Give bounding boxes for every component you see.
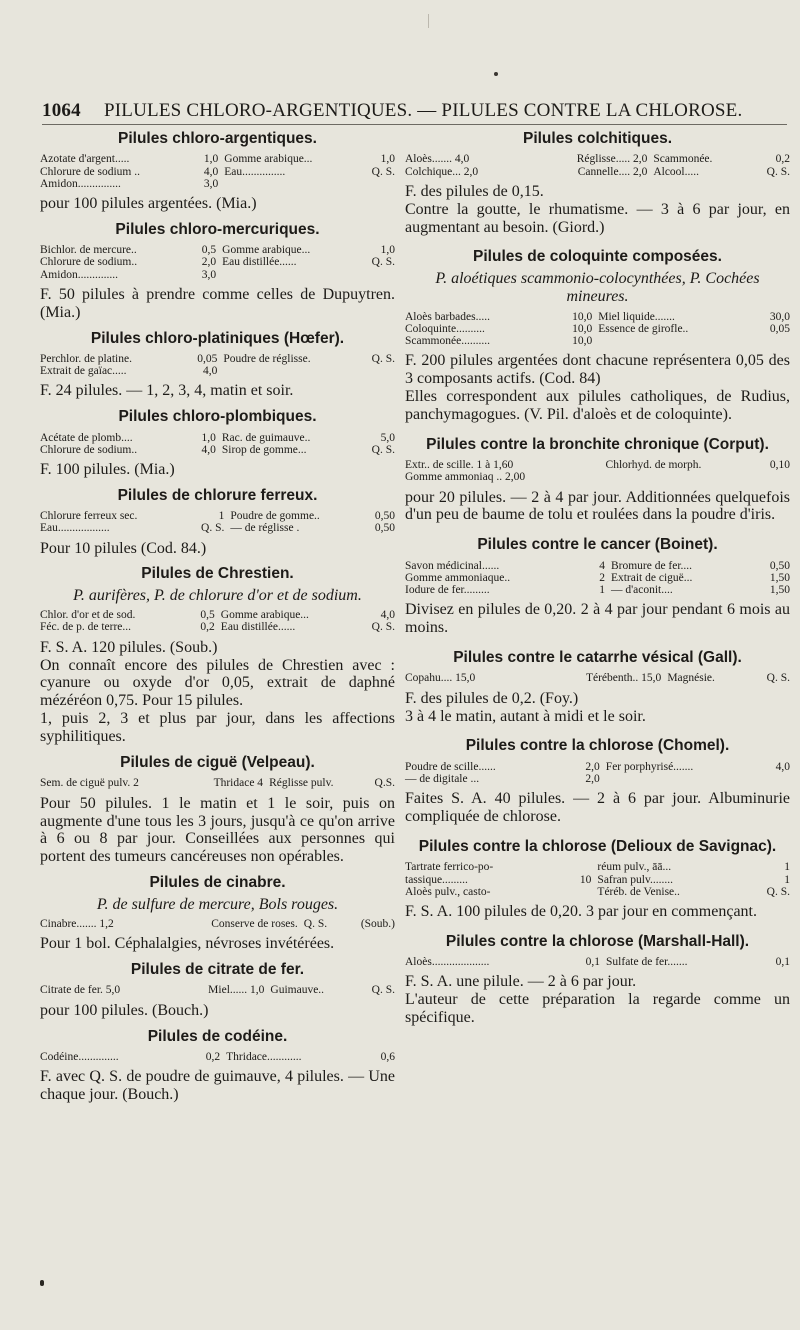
ingredient-cell: 1,0 — [201, 431, 216, 444]
recipe-text: Pour 50 pilules. 1 le matin et 1 le soir, puis on augmente d'une tous les 3 jours, jusqu'à ce qu'on arrive à 6 ou 8 par jour. Conseillées aux personnes qui portent des tumeurs cancéreuses non opérables. — [40, 794, 395, 866]
recipe-section — [40, 874, 395, 953]
ingredient-cell: Safran pulv........ — [597, 873, 674, 886]
ingredient-cell: 1,0 — [380, 153, 395, 166]
ingredient-row — [405, 956, 790, 968]
ingredient-cell: 1 — [784, 873, 790, 886]
recipe-text: On connaît encore des pilules de Chrestien avec : cyanure ou oxyde d'or 0,05, extrait de daphné mézéréon 0,75. Pour 15 pilules. — [40, 656, 395, 710]
ingredient-cell: 2,0 — [201, 256, 217, 269]
ingredient-cell: réum pulv., āā... — [597, 861, 672, 874]
ingredient-cell: 4,0 — [203, 165, 219, 178]
ingredient-cell: 4,0 — [203, 365, 218, 378]
ingredient-cell: Miel liquide....... — [598, 310, 675, 323]
ingredient-cell: Scammonée.......... — [405, 334, 490, 347]
ingredient-cell: Fer porphyrisé....... — [605, 760, 694, 773]
ingredient-cell: 5,0 — [380, 431, 395, 444]
ingredient-table — [405, 153, 790, 177]
recipe-section — [405, 737, 790, 826]
ingredient-cell: Chlorure de sodium.. — [40, 256, 138, 269]
recipe-text: Divisez en pilules de 0,20. 2 à 4 par jour pendant 6 mois au moins. — [405, 601, 790, 637]
ingredient-cell: — de digitale ... — [405, 772, 480, 785]
ingredient-cell: Gomme ammoniaq .. 2,00 — [405, 471, 526, 484]
ingredient-cell: Q.S. — [374, 777, 395, 790]
recipe-text: 3 à 4 le matin, autant à midi et le soir. — [405, 707, 646, 725]
ingredient-cell: Sem. de ciguë pulv. 2 — [40, 777, 139, 790]
ingredient-cell: Eau.................. — [40, 522, 110, 535]
ingredient-table — [40, 510, 395, 534]
ingredient-cell: 10,0 — [572, 334, 593, 347]
ingredient-cell: Térébenth.. 15,0 — [585, 672, 662, 685]
recipe-title: Pilules chloro-mercuriques. — [115, 220, 320, 238]
ingredient-cell: (Soub.) — [360, 917, 395, 930]
recipe-text: F. 200 pilules argentées dont chacune représentera 0,05 des 3 composants actifs. (Cod. 84) — [405, 352, 790, 388]
ingredient-cell: 3,0 — [203, 177, 219, 190]
ingredient-cell: 10 — [579, 873, 592, 886]
recipe-section — [405, 248, 790, 423]
ingredient-cell: Aloès pulv., casto- — [405, 885, 491, 898]
ingredient-cell: Essence de girofle.. — [598, 322, 689, 335]
ingredient-cell: Poudre de gomme.. — [230, 510, 320, 523]
ingredient-cell: 2,0 — [585, 772, 600, 785]
ingredient-cell: Perchlor. de platine. — [40, 352, 132, 365]
recipe-text: L'auteur de cette préparation la regarde comme un spécifique. — [405, 991, 790, 1027]
ingredient-cell: Q. S. — [371, 165, 395, 178]
recipe-text: Pour 1 bol. Céphalalgies, névroses invétérées. — [40, 935, 335, 953]
recipe-section — [405, 933, 790, 1027]
ink-mark — [40, 1280, 44, 1286]
ingredient-row — [405, 323, 790, 335]
recipe-text: pour 100 pilules. (Bouch.) — [40, 1001, 209, 1019]
ingredient-cell — [598, 335, 755, 347]
ingredient-cell: Miel...... 1,0 — [208, 984, 265, 997]
recipe-section — [40, 1028, 395, 1104]
ingredient-cell: Extrait de gaïac..... — [40, 365, 127, 378]
ingredient-row — [40, 353, 395, 365]
ingredient-cell: Q. S. — [371, 621, 395, 634]
recipe-section — [405, 536, 790, 637]
ingredient-cell — [359, 269, 395, 281]
recipe-title: Pilules chloro-platiniques (Hœfer). — [90, 329, 345, 347]
running-title: PILULES CHLORO-ARGENTIQUES. — PILULES CONTRE LA CHLOROSE. — [104, 100, 743, 121]
ingredient-cell: 4,0 — [380, 609, 395, 622]
ingredient-cell: Eau distillée...... — [220, 621, 296, 634]
ingredient-cell: Extr.. de scille. 1 à 1,60 — [405, 459, 514, 472]
ingredient-cell: Iodure de fer......... — [405, 584, 490, 597]
recipe-subtitle: P. de sulfure de mercure, Bols rouges. — [96, 895, 339, 913]
recipe-section — [40, 754, 395, 866]
ingredient-cell: Extrait de ciguë... — [610, 571, 693, 584]
recipe-title: Pilules de codéine. — [147, 1027, 288, 1045]
ingredient-cell: Coloquinte.......... — [405, 322, 485, 335]
ingredient-cell: Réglisse..... 2,0 — [576, 153, 648, 166]
ingredient-table — [40, 984, 395, 996]
recipe-title: Pilules contre la chlorose (Chomel). — [465, 737, 730, 755]
ingredient-row — [405, 459, 790, 471]
section-gap — [40, 322, 395, 330]
ingredient-cell: Bromure de fer.... — [610, 559, 693, 572]
ingredient-cell: Chlorhyd. de morph. — [605, 459, 702, 472]
recipe-text: F. des pilules de 0,15. — [405, 182, 544, 200]
section-gap — [40, 479, 395, 487]
ingredient-row — [405, 874, 790, 886]
ingredient-cell: 1,0 — [380, 244, 395, 257]
recipe-section — [40, 487, 395, 558]
ingredient-cell: Cannelle.... 2,0 — [577, 165, 648, 178]
ingredient-row — [405, 761, 790, 773]
section-gap — [405, 524, 790, 536]
ingredient-row — [40, 1051, 395, 1063]
ingredient-cell: Chlor. d'or et de sod. — [40, 609, 136, 622]
ingredient-cell — [755, 335, 790, 347]
ingredient-cell: Q. S. — [766, 672, 790, 685]
ingredient-cell: — de réglisse . — [230, 522, 300, 535]
ingredient-row — [405, 560, 790, 572]
recipe-section — [40, 130, 395, 213]
ingredient-cell: 2,0 — [585, 760, 600, 773]
ingredient-table — [405, 672, 790, 684]
ingredient-cell: Codéine.............. — [40, 1050, 119, 1063]
ingredient-cell: Alcool..... — [653, 165, 700, 178]
ingredient-cell: 0,50 — [769, 559, 790, 572]
ingredient-row — [40, 269, 395, 281]
ingredient-row — [40, 984, 395, 996]
recipe-text: F. 50 pilules à prendre comme celles de Dupuytren. (Mia.) — [40, 285, 395, 321]
ingredient-cell: 30,0 — [769, 310, 790, 323]
ingredient-cell: Poudre de réglisse. — [223, 352, 311, 365]
ingredient-cell: Q. S. — [303, 917, 328, 930]
ingredient-cell — [223, 365, 358, 377]
recipe-text: F. des pilules de 0,2. (Foy.) — [405, 689, 579, 707]
ingredient-cell: 0,2 — [200, 621, 215, 634]
ingredient-row — [405, 672, 790, 684]
ingredient-row — [405, 153, 790, 165]
ingredient-row — [40, 522, 395, 534]
ingredient-cell — [606, 773, 764, 785]
ingredient-row — [405, 861, 790, 873]
recipe-text: F. S. A. une pilule. — 2 à 6 par jour. — [405, 973, 637, 991]
ingredient-row — [405, 471, 790, 483]
ingredient-table — [405, 956, 790, 968]
ingredient-cell: Gomme arabique... — [220, 609, 309, 622]
ingredient-row — [405, 311, 790, 323]
ingredient-cell: Azotate d'argent..... — [40, 153, 130, 166]
ingredient-cell: Eau............... — [224, 165, 286, 178]
ingredient-cell: Eau distillée...... — [222, 256, 297, 269]
ingredient-cell: Chlorure ferreux sec. — [40, 510, 138, 523]
page-header — [42, 100, 787, 125]
ingredient-cell — [596, 459, 606, 471]
section-gap — [40, 953, 395, 961]
ingredient-cell: Sulfate de fer....... — [606, 956, 688, 969]
ingredient-cell: Q. S. — [371, 443, 395, 456]
recipe-title: Pilules chloro-argentiques. — [118, 130, 317, 147]
ingredient-cell: Guimauve.. — [270, 984, 325, 997]
ingredient-cell — [606, 471, 758, 483]
ingredient-cell: 3,0 — [201, 268, 217, 281]
ingredient-table — [40, 432, 395, 456]
recipe-title: Pilules de coloquinte composées. — [473, 248, 722, 266]
ingredient-cell: Scammonée. — [653, 153, 713, 166]
ingredient-cell — [222, 269, 359, 281]
recipe-title: Pilules chloro-plombiques. — [118, 408, 317, 426]
ingredient-cell: 4,0 — [775, 760, 790, 773]
ingredient-row — [40, 166, 395, 178]
ingredient-cell: 4 — [599, 559, 605, 572]
ingredient-table — [40, 918, 395, 930]
ingredient-cell: Q. S. — [201, 522, 225, 535]
ingredient-cell: 1,0 — [203, 153, 219, 166]
ingredient-row — [405, 584, 790, 596]
section-gap — [40, 746, 395, 754]
ingredient-cell: 0,2 — [205, 1050, 221, 1063]
recipe-text: F. 100 pilules. (Mia.) — [40, 460, 175, 478]
ingredient-row — [405, 572, 790, 584]
ingredient-cell — [566, 861, 598, 873]
ingredient-row — [40, 609, 395, 621]
ingredient-table — [40, 609, 395, 633]
section-gap — [40, 213, 395, 221]
ingredient-cell — [224, 178, 359, 190]
ingredient-cell: 0,10 — [769, 459, 790, 472]
right-column — [405, 130, 790, 1027]
ingredient-cell: Magnésie. — [667, 672, 715, 685]
ingredient-cell: Aloès....... 4,0 — [405, 153, 470, 166]
ingredient-cell: Conserve de roses. — [211, 917, 298, 930]
section-gap — [405, 921, 790, 933]
ingredient-cell: Thridace............ — [226, 1050, 302, 1063]
recipe-section — [40, 961, 395, 1019]
recipe-section — [40, 330, 395, 401]
ingredient-cell: 0,6 — [380, 1050, 395, 1063]
recipe-text: Contre la goutte, le rhumatisme. — 3 à 6 par jour, en augmentant au besoin. (Giord.) — [405, 200, 790, 236]
ingredient-cell: Q. S. — [766, 165, 790, 178]
section-gap — [40, 866, 395, 874]
ingredient-row — [40, 432, 395, 444]
ingredient-cell: Citrate de fer. 5,0 — [40, 984, 121, 997]
ingredient-table — [40, 353, 395, 377]
ingredient-cell: 0,5 — [200, 609, 215, 622]
recipe-text: pour 20 pilules. — 2 à 4 par jour. Additionnées quelquefois d'un peu de baume de tolu et roulées dans la poudre d'iris. — [405, 488, 790, 524]
ingredient-cell: Réglisse pulv. — [269, 777, 334, 790]
recipe-title: Pilules de ciguë (Velpeau). — [120, 754, 315, 772]
ingredient-cell: 1 — [784, 861, 790, 874]
section-gap — [40, 1020, 395, 1028]
recipe-section — [40, 221, 395, 322]
ingredient-cell: Gomme ammoniaque.. — [405, 571, 511, 584]
ink-dot — [494, 72, 498, 76]
ingredient-cell: Téréb. de Venise.. — [597, 885, 680, 898]
recipe-section — [405, 130, 790, 236]
ingredient-table — [405, 459, 790, 483]
section-gap — [40, 400, 395, 408]
ingredient-row — [40, 444, 395, 456]
ingredient-cell: tassique......... — [405, 873, 468, 886]
ingredient-cell: 0,5 — [201, 244, 217, 257]
recipe-title: Pilules contre la chlorose (Delioux de Savignac). — [418, 837, 777, 855]
ingredient-row — [405, 886, 790, 898]
recipe-title: Pilules de citrate de fer. — [130, 961, 305, 979]
ingredient-row — [405, 335, 790, 347]
ingredient-row — [40, 153, 395, 165]
ingredient-row — [40, 178, 395, 190]
ingredient-cell: Bichlor. de mercure.. — [40, 244, 137, 257]
section-gap — [405, 637, 790, 649]
ingredient-cell: Chlorure de sodium.. — [40, 443, 138, 456]
ingredient-cell: 10,0 — [572, 322, 593, 335]
ingredient-cell: Gomme arabique... — [224, 153, 313, 166]
recipe-text: F. S. A. 100 pilules de 0,20. 3 par jour en commençant. — [405, 902, 757, 920]
ingredient-cell: 4,0 — [201, 443, 216, 456]
recipe-title: Pilules colchitiques. — [522, 130, 672, 147]
recipe-text: Pour 10 pilules (Cod. 84.) — [40, 539, 207, 557]
ingredient-cell: 0,1 — [585, 956, 601, 969]
ingredient-cell: Chlorure de sodium .. — [40, 165, 140, 178]
ingredient-cell: Q. S. — [371, 256, 395, 269]
page-number: 1064 — [42, 100, 81, 121]
ingredient-cell — [758, 471, 790, 483]
ingredient-cell — [764, 773, 790, 785]
recipe-text: Elles correspondent aux pilules catholiques, de Rudius, panchymagogues. (V. Pil. d'aloès et de coloquinte). — [405, 387, 790, 423]
ingredient-cell: Q. S. — [766, 885, 790, 898]
ingredient-cell: Q. S. — [371, 984, 395, 997]
recipe-text: F. avec Q. S. de poudre de guimauve, 4 pilules. — Une chaque jour. (Bouch.) — [40, 1068, 395, 1103]
recipe-text: Faites S. A. 40 pilules. — 2 à 6 par jour. Albuminurie compliquée de chlorose. — [405, 790, 790, 826]
ingredient-row — [405, 166, 790, 178]
recipe-text: pour 100 pilules argentées. (Mia.) — [40, 194, 257, 212]
ingredient-cell: Aloès barbades..... — [405, 310, 490, 323]
ingredient-cell: Q. S. — [371, 352, 395, 365]
ingredient-table — [405, 761, 790, 785]
ingredient-cell: 2 — [599, 571, 605, 584]
recipe-text: 1, puis 2, 3 et plus par jour, dans les affections syphilitiques. — [40, 710, 395, 746]
recipe-section — [405, 649, 790, 725]
ingredient-table — [40, 244, 395, 281]
ingredient-cell: Amidon.............. — [40, 268, 118, 281]
recipe-section — [405, 838, 790, 921]
section-gap — [405, 424, 790, 436]
ingredient-cell — [359, 365, 395, 377]
ingredient-row — [40, 918, 395, 930]
ingredient-cell: 0,1 — [775, 956, 790, 969]
ingredient-cell: Thridace 4 — [213, 777, 264, 790]
ingredient-cell: — d'aconit.... — [610, 584, 673, 597]
recipe-section — [405, 436, 790, 525]
ingredient-cell: Sirop de gomme... — [221, 443, 307, 456]
ingredient-table — [405, 861, 790, 898]
ingredient-cell: 1 — [599, 584, 605, 597]
ingredient-cell: Rac. de guimauve.. — [221, 431, 311, 444]
ingredient-cell: Colchique... 2,0 — [405, 165, 479, 178]
ingredient-cell: Gomme arabique... — [222, 244, 311, 257]
recipe-title: Pilules contre le catarrhe vésical (Gall). — [453, 649, 742, 667]
ingredient-cell: Aloès.................... — [405, 956, 490, 969]
ingredient-row — [40, 365, 395, 377]
ingredient-row — [40, 621, 395, 633]
ingredient-cell — [566, 886, 598, 898]
ingredient-cell: Copahu.... 15,0 — [405, 672, 476, 685]
recipe-subtitle: P. aurifères, P. de chlorure d'or et de sodium. — [73, 586, 362, 604]
ingredient-table — [40, 153, 395, 190]
ingredient-cell: 0,05 — [769, 322, 790, 335]
left-column — [40, 130, 395, 1104]
ingredient-table — [40, 1051, 395, 1063]
recipe-title: Pilules contre la chlorose (Marshall-Hall). — [445, 932, 750, 950]
ingredient-table — [40, 777, 395, 789]
recipe-title: Pilules de cinabre. — [149, 874, 286, 892]
ingredient-cell: Acétate de plomb.... — [40, 431, 133, 444]
ingredient-cell: 1,50 — [769, 584, 790, 597]
section-gap — [405, 236, 790, 248]
recipe-text: F. S. A. 120 pilules. (Soub.) — [40, 638, 218, 656]
ingredient-table — [405, 311, 790, 348]
recipe-section — [40, 408, 395, 479]
ingredient-row — [40, 244, 395, 256]
ingredient-cell — [359, 178, 395, 190]
ingredient-cell: Savon médicinal...... — [405, 559, 500, 572]
ingredient-cell: 10,0 — [572, 310, 593, 323]
ingredient-cell: Poudre de scille...... — [405, 760, 496, 773]
ingredient-row — [40, 256, 395, 268]
ingredient-cell: Cinabre....... 1,2 — [40, 917, 114, 930]
ingredient-cell: Amidon............... — [40, 177, 121, 190]
section-gap — [40, 557, 395, 565]
ingredient-cell: Tartrate ferrico-po- — [405, 861, 494, 874]
recipe-title: Pilules contre le cancer (Boinet). — [477, 536, 718, 554]
recipe-title: Pilules de Chrestien. — [141, 565, 294, 583]
ingredient-table — [405, 560, 790, 597]
recipe-title: Pilules contre la bronchite chronique (Corput). — [426, 435, 769, 453]
ingredient-cell: 1,50 — [769, 571, 790, 584]
page-mark — [428, 14, 429, 28]
ingredient-cell — [596, 471, 606, 483]
ingredient-cell: Féc. de p. de terre... — [40, 621, 132, 634]
section-gap — [405, 725, 790, 737]
ingredient-cell: 0,50 — [374, 510, 395, 523]
recipe-subtitle: P. aloétiques scammonio-colocynthées, P. Cochées mineures. — [435, 269, 760, 306]
ingredient-cell: 0,05 — [197, 352, 218, 365]
recipe-section — [40, 565, 395, 746]
ingredient-row — [40, 510, 395, 522]
section-gap — [405, 826, 790, 838]
ingredient-cell: 1 — [218, 510, 225, 523]
ingredient-row — [405, 773, 790, 785]
recipe-text: F. 24 pilules. — 1, 2, 3, 4, matin et soir. — [40, 382, 294, 400]
recipe-title: Pilules de chlorure ferreux. — [117, 486, 318, 504]
ingredient-cell: 0,2 — [775, 153, 790, 166]
ingredient-row — [40, 777, 395, 789]
ingredient-cell: 0,50 — [374, 522, 395, 535]
